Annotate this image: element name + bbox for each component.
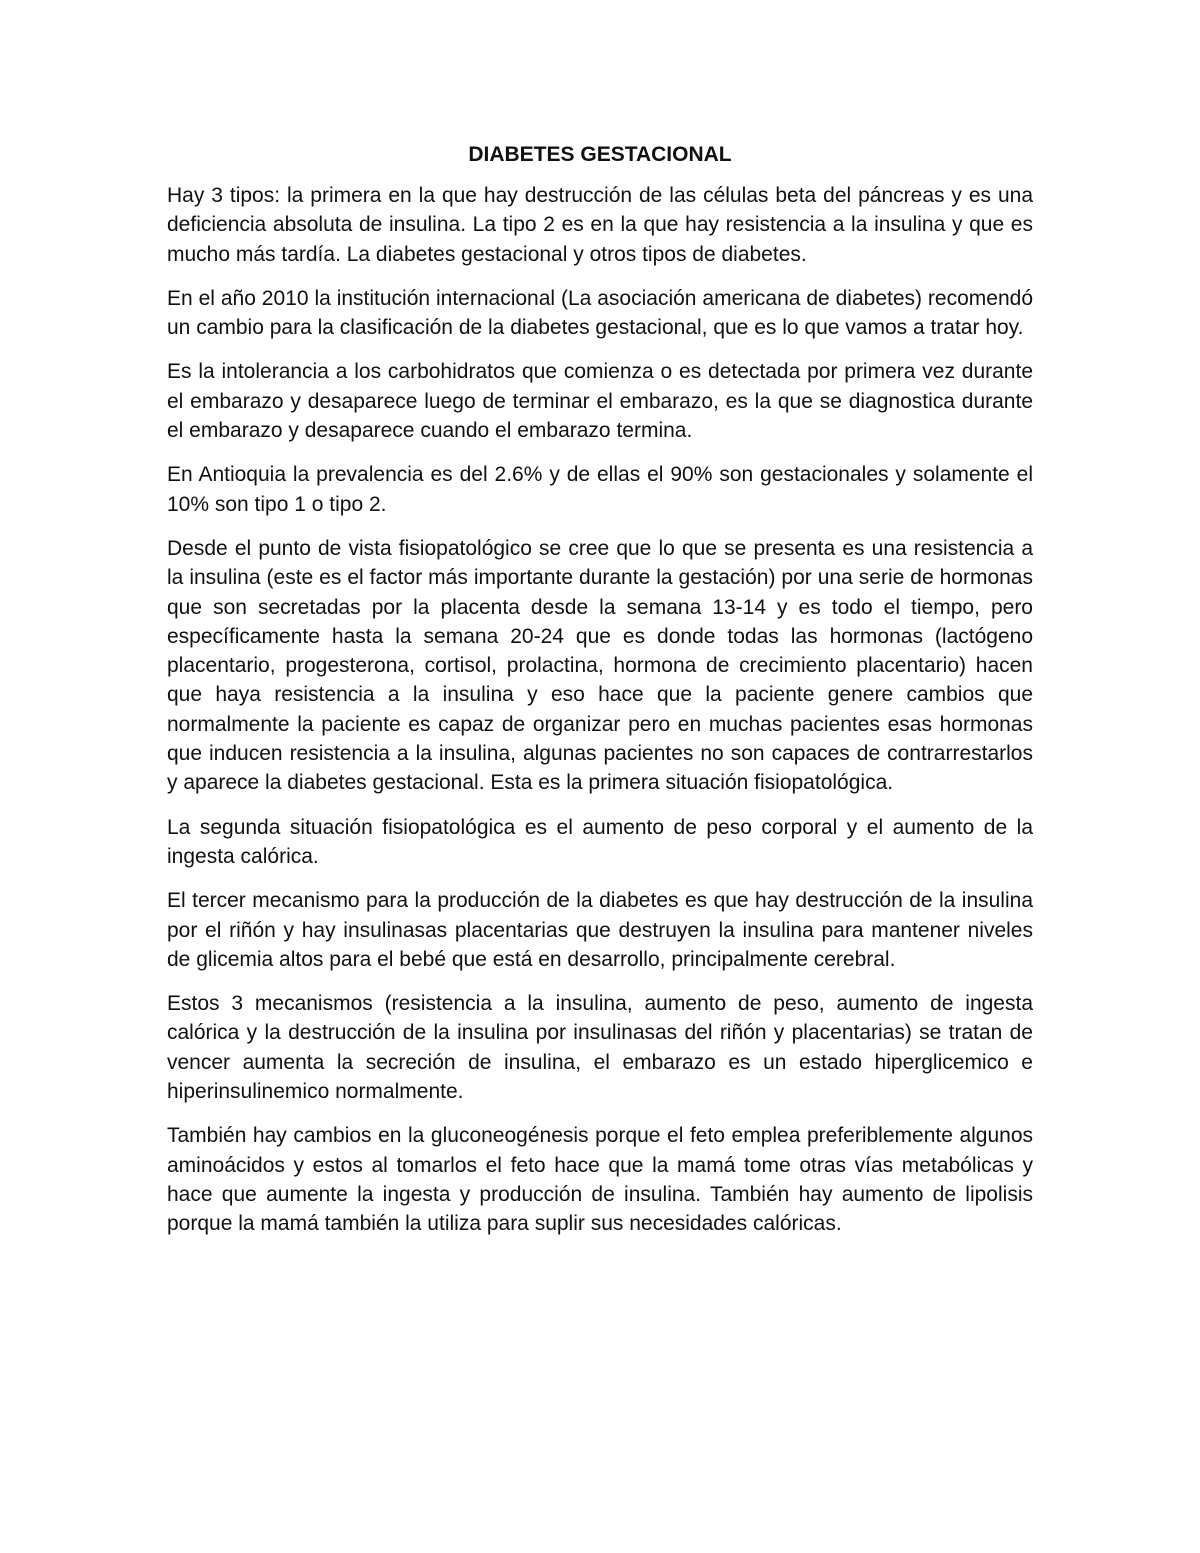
paragraph-prevalencia: En Antioquia la prevalencia es del 2.6% y de ellas el 90% son gestacionales y solamente el 10% son tipo 1 o tipo 2. [167, 463, 1033, 516]
paragraph-mecanismos: Estos 3 mecanismos (resistencia a la insulina, aumento de peso, aumento de ingesta calórica y la destrucción de la insulina por insulinasas del riñón y placentarias) se tratan de vencer aumenta la secreción de insulina, el embarazo es un estado hiperglicemico e hiperinsulinemico normalmente. [167, 992, 1033, 1104]
paragraph-gluconeogenesis: También hay cambios en la gluconeogénesis porque el feto emplea preferiblemente algunos aminoácidos y estos al tomarlos el feto hace que la mamá tome otras vías metabólicas y hace que aumente la ingesta y producción de insulina. También hay aumento de lipolisis porque la mamá también la utiliza para suplir sus necesidades calóricas. [167, 1124, 1033, 1236]
paragraph-tercer-mecanismo: El tercer mecanismo para la producción de la diabetes es que hay destrucción de la insulina por el riñón y hay insulinasas placentarias que destruyen la insulina para mantener niveles de glicemia altos para el bebé que está en desarrollo, principalmente cerebral. [167, 889, 1033, 971]
document-body [167, 140, 1033, 1254]
paragraph-fisiopatologia-1: Desde el punto de vista fisiopatológico se cree que lo que se presenta es una resistencia a la insulina (este es el factor más importante durante la gestación) por una serie de hormonas que son secretadas por la placenta desde la semana 13-14 y es todo el tiempo, pero específicamente hasta la semana 20-24 que es donde todas las hormonas (lactógeno placentario, progesterona, cortisol, prolactina, hormona de crecimiento placentario) hacen que haya resistencia a la insulina y eso hace que la paciente genere cambios que normalmente la paciente es capaz de organizar pero en muchas pacientes esas hormonas que inducen resistencia a la insulina, algunas pacientes no son capaces de contrarrestarlos y aparece la diabetes gestacional. Esta es la primera situación fisiopatológica. [167, 536, 1033, 795]
paragraph-clasificacion: En el año 2010 la institución internacional (La asociación americana de diabetes) recomendó un cambio para la clasificación de la diabetes gestacional, que es lo que vamos a tratar hoy. [167, 286, 1033, 340]
paragraph-fisiopatologia-2: La segunda situación fisiopatológica es el aumento de peso corporal y el aumento de la ingesta calórica. [167, 815, 1033, 868]
paragraph-definicion: Es la intolerancia a los carbohidratos que comienza o es detectada por primera vez durante el embarazo y desaparece luego de terminar el embarazo, es la que se diagnostica durante el embarazo y desaparece cuando el embarazo termina. [167, 360, 1033, 443]
paragraph-tipos: Hay 3 tipos: la primera en la que hay destrucción de las células beta del páncreas y es una deficiencia absoluta de insulina. La tipo 2 es en la que hay resistencia a la insulina y que es mucho más tardía. La diabetes gestacional y otros tipos de diabetes. [167, 184, 1033, 266]
document-title: DIABETES GESTACIONAL [468, 143, 732, 166]
